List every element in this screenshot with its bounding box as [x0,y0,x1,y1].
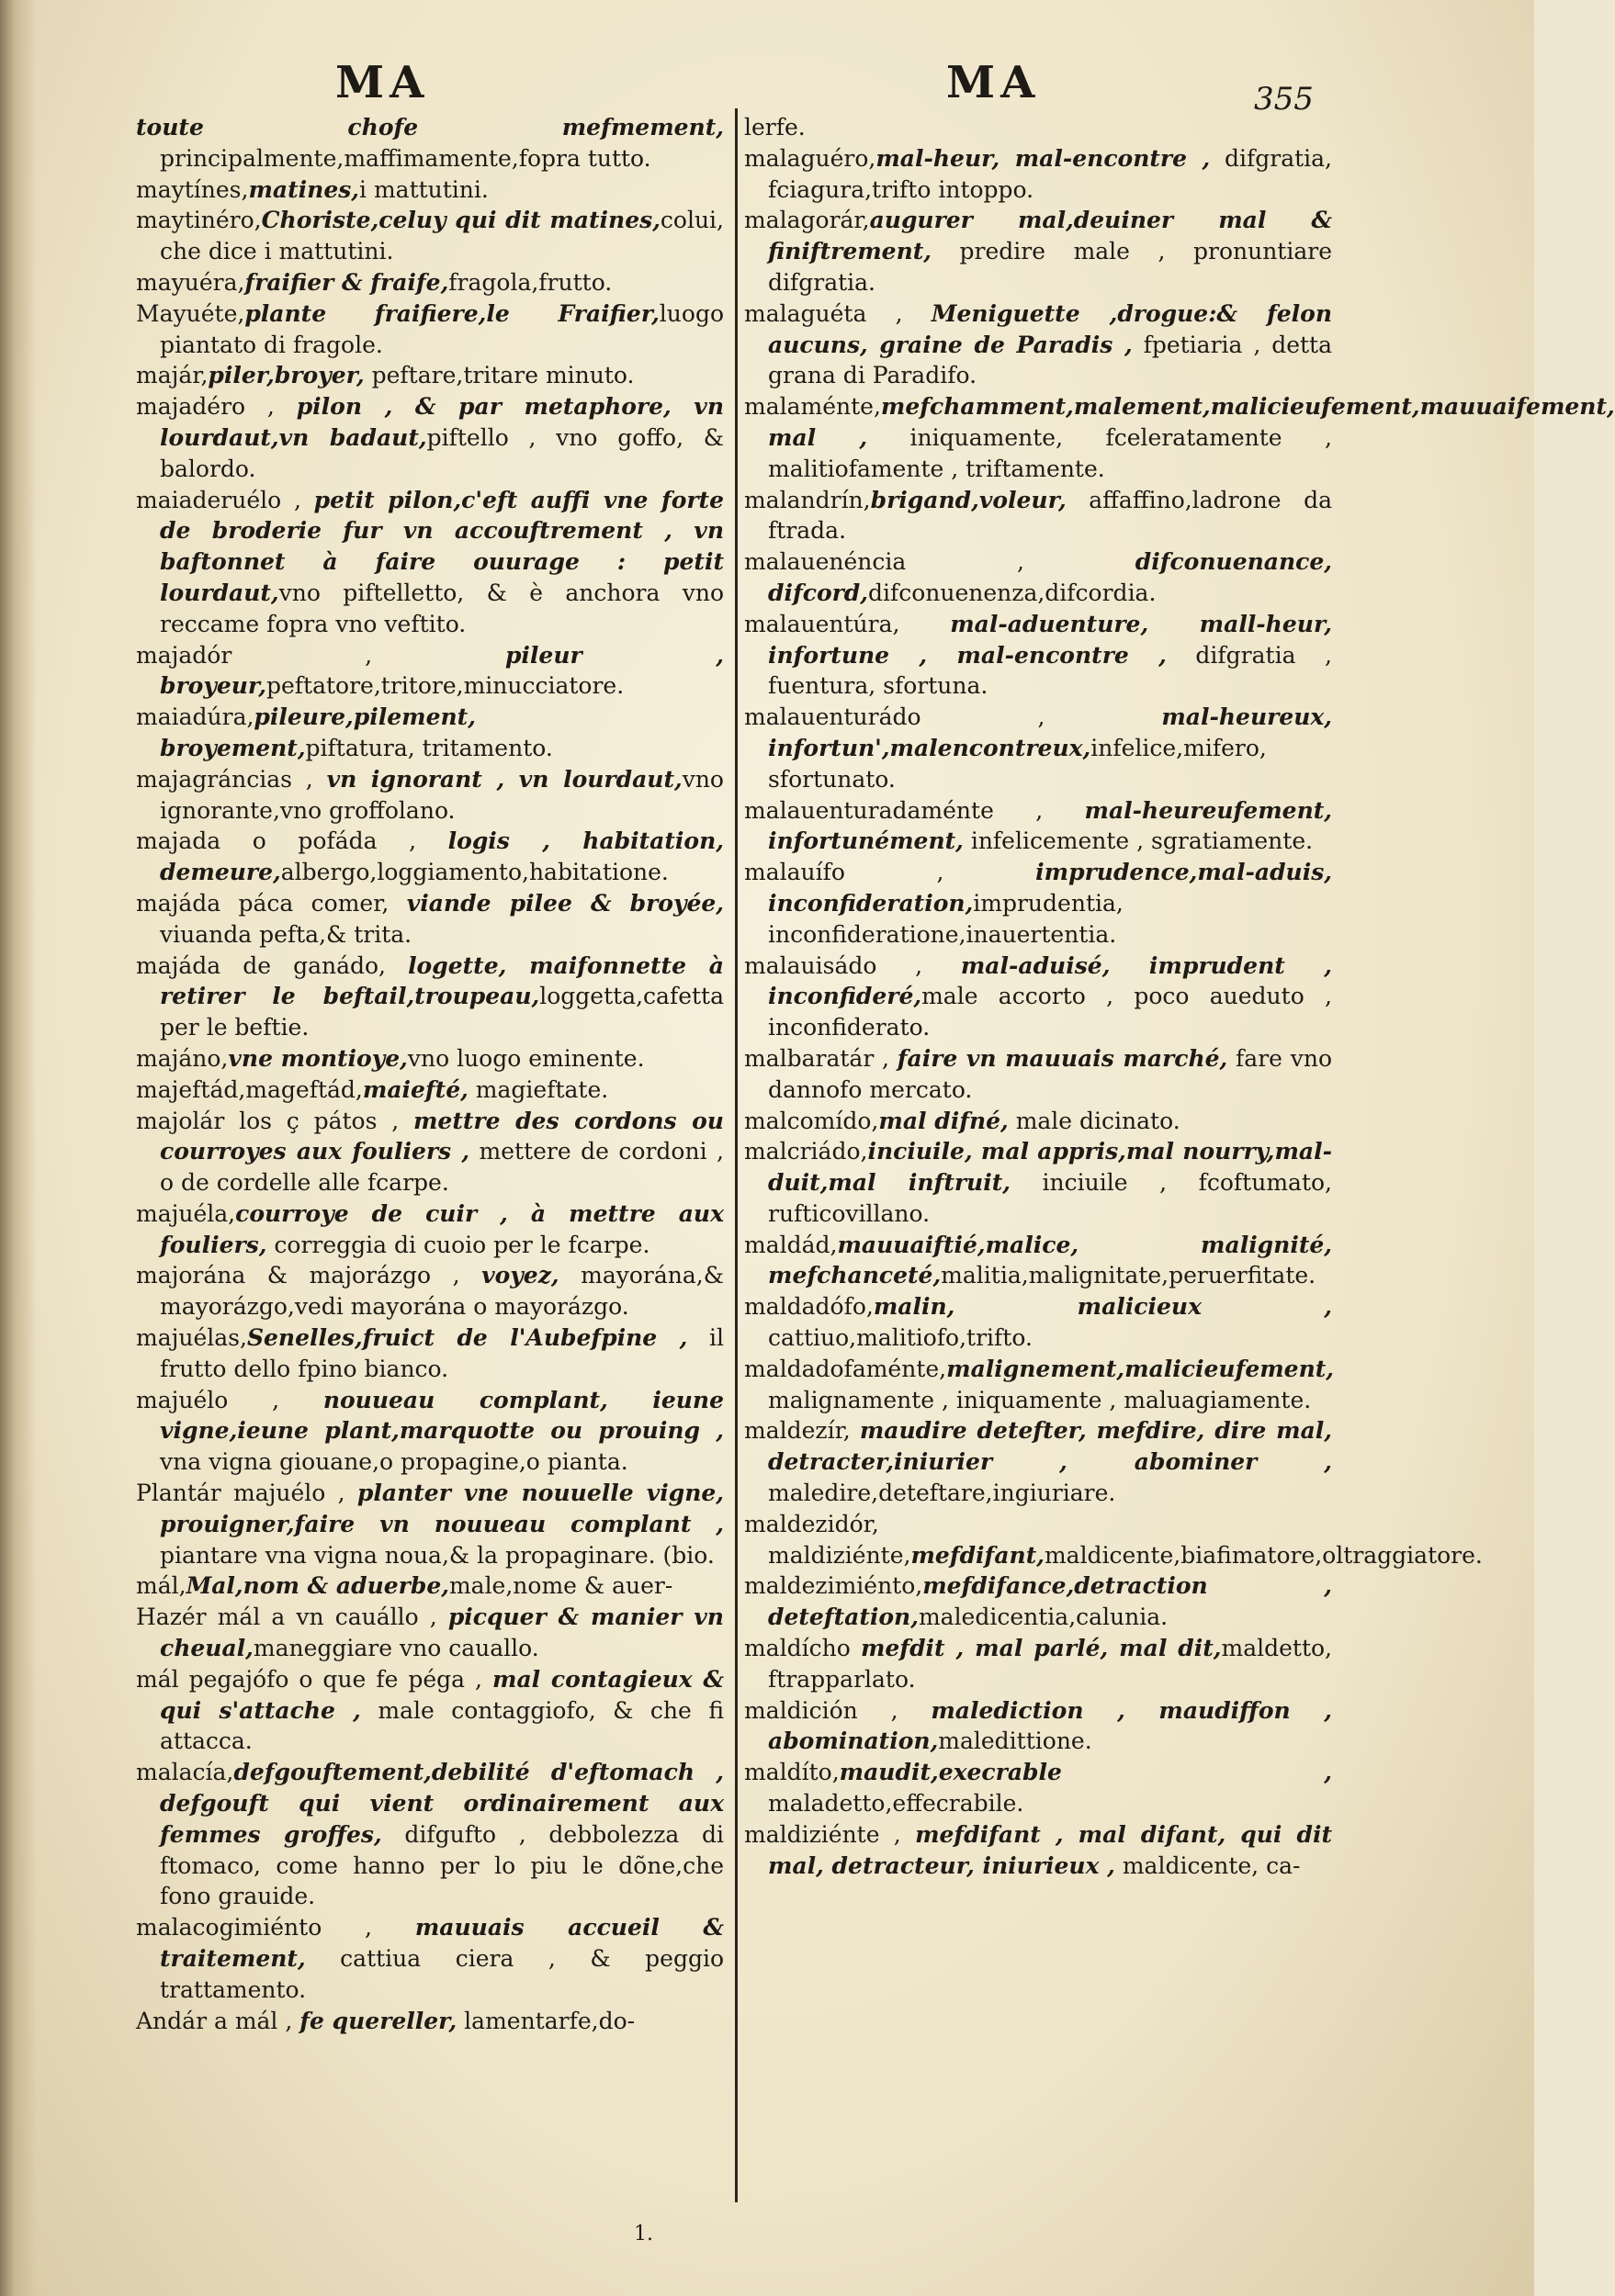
dictionary-entry [136,1570,724,1602]
headword: Hazér mál a vn cauállo , [136,1604,448,1631]
headword: malaguéro, [744,144,876,172]
italian-gloss: maldicente,biafimatore,oltraggiatore. [1044,1541,1483,1569]
italian-gloss: piftello , vno goffo, & balordo. [160,423,725,482]
dictionary-entry [136,1478,724,1570]
headword: malauífo , [744,859,1036,886]
french-gloss: pileure,pilement, broyement, [160,703,476,761]
french-gloss: inciuile, mal appris,mal nourry,mal-duit,mal inftruit, [768,1138,1332,1197]
headword: maldíto, [744,1759,840,1786]
headword: malbaratár , [744,1044,898,1072]
italian-gloss: magieftate. [468,1075,609,1103]
dictionary-entry [136,174,724,206]
french-gloss: difconuenance, difcord, [768,548,1332,606]
italian-gloss: fpetiaria , detta grana di Paradifo. [768,331,1332,389]
french-gloss: Mal,nom & aduerbe, [186,1572,449,1600]
headword: malauisádo , [744,951,961,979]
italian-gloss: vno luogo eminente. [407,1044,645,1072]
dictionary-entry [136,640,724,703]
italian-gloss: mayorána,& mayorázgo,vedi mayorána o mayorázgo. [160,1262,724,1321]
italian-gloss: lamentarfe,do- [457,2007,636,2034]
dictionary-entry [136,1664,724,1757]
italian-gloss: male accorto , poco aueduto , inconfiderato. [768,983,1332,1041]
headword: maytínes, [136,175,249,203]
headword: maldezimiénto, [744,1572,923,1600]
french-gloss: defgouftement,debilité d'eftomach , defgouft qui vient ordinairement aux femmes groffes, [160,1759,724,1848]
french-gloss: mefchamment,malement,malicieufement,mauuaifement, mal , [768,393,1615,451]
dictionary-entry [136,360,724,391]
headword: maldadófo, [744,1293,874,1321]
dictionary-entry [744,1043,1332,1106]
italian-gloss: difgufto , debbolezza di ftomaco, come hanno per lo piu le dõne,che fono grauide. [160,1820,724,1910]
french-gloss: Senelles,fruict de l'Aubefpine , [246,1324,688,1352]
italian-gloss: cattiuo,malitiofo,trifto. [768,1324,1033,1352]
italian-gloss: malignamente , iniquamente , maluagiamente. [768,1386,1312,1413]
headword: maldición , [744,1696,932,1724]
headword: malacogimiénto , [136,1914,415,1941]
headword: malaménte, [744,393,881,421]
italian-gloss: loggetta,cafetta per le beftie. [160,983,724,1041]
italian-gloss: vno ignorante,vno groffolano. [160,765,724,824]
headword: maldezír, [744,1417,860,1445]
italian-gloss: inciuile , fcoftumato, rufticovillano. [768,1169,1332,1227]
italian-gloss: male dicinato. [1008,1107,1180,1134]
dictionary-entry [136,1075,724,1106]
italian-gloss: infelice,mifero, sfortunato. [768,734,1267,793]
dictionary-entry [744,1757,1332,1819]
dictionary-entry [744,1415,1332,1508]
french-gloss: Meniguette ,drogue:& felon aucuns, graine de Paradis , [768,299,1333,358]
italian-gloss: affaffino,ladrone da ftrada. [768,486,1332,545]
french-gloss: piler,broyer, [208,362,365,389]
italian-gloss: mettere de cordoni , o de cordelle alle fcarpe. [160,1138,724,1197]
dictionary-entry [744,205,1332,298]
italian-gloss: maldetto, ftrapparlato. [768,1635,1332,1693]
dictionary-entry [136,298,724,361]
italian-gloss: peftatore,tritore,minucciatore. [266,672,625,700]
headword: majáno, [136,1044,229,1072]
headword: malagorár, [744,207,870,234]
running-head-right: MA [946,57,1041,108]
headword: malauenturadaménte , [744,796,1085,824]
headword: majadór , [136,641,505,669]
headword: maldadofaménte, [744,1355,947,1382]
italian-gloss: maldicente, ca- [1114,1851,1301,1879]
left-column [136,112,724,2036]
italian-gloss: maledittione. [938,1728,1092,1755]
headword: malandrín, [744,486,871,513]
dictionary-entry [136,391,724,484]
bottom-mark: 1. [634,2223,653,2245]
italian-gloss: difgratia , fuentura, sfortuna. [768,641,1333,700]
italian-gloss: fragola,frutto. [448,268,613,296]
french-gloss: fe quereller, [299,2007,457,2034]
headword: mál, [136,1572,186,1600]
dictionary-entry [744,298,1332,391]
french-gloss: pileur , broyeur, [160,641,724,700]
headword: mayuéra, [136,268,245,296]
italian-gloss: maneggiare vno cauallo. [253,1635,539,1662]
italian-gloss: viuanda pefta,& trita. [160,920,412,948]
french-gloss: vne montioye, [228,1044,408,1072]
dictionary-entry [136,2006,724,2037]
italian-gloss: infelicemente , sgratiamente. [963,827,1314,855]
french-gloss: mefdit , mal parlé, mal dit, [860,1635,1222,1662]
french-gloss: picquer & manier vn cheual, [160,1604,724,1662]
italian-gloss: vno piftelletto, & è anchora vno reccame fopra vno veftito. [160,579,724,637]
dictionary-entry [136,702,724,764]
dictionary-entry [136,1043,724,1075]
headword: maytinéro, [136,207,262,234]
headword: malauentúra, [744,610,951,637]
french-gloss: matines, [248,175,360,203]
french-gloss: nouueau complant, ieune vigne,ieune plant,marquotte ou prouing , [160,1386,724,1445]
french-gloss: courroye de cuir , à mettre aux fouliers, [160,1199,724,1258]
french-gloss: logis , habitation, demeure, [160,827,724,886]
headword: maldezidór, maldiziénte, [744,1510,911,1569]
dictionary-entry [744,391,1615,484]
dictionary-entry [744,951,1332,1043]
french-gloss: malignement,malicieufement, [946,1355,1335,1382]
headword: malcomído, [744,1107,879,1134]
dictionary-entry [744,1695,1332,1758]
dictionary-entry [744,112,1332,143]
dictionary-entry [744,1570,1332,1633]
french-gloss: faire vn mauuais marché, [897,1044,1228,1072]
italian-gloss: lerfe. [744,114,806,141]
dictionary-entry [136,951,724,1043]
italian-gloss: iniquamente, fceleratamente , malitiofamente , triftamente. [768,423,1332,482]
french-gloss: mefdifance,detraction , deteftation, [768,1572,1332,1631]
french-gloss: pilon , & par metaphore, vn lourdaut,vn badaut, [160,393,724,451]
dictionary-entry [744,485,1332,547]
dictionary-entry [744,795,1332,858]
headword: majáda de ganádo, [136,951,409,979]
headword: majuélas, [136,1324,247,1352]
dictionary-entry [136,1385,724,1478]
french-gloss: toute chofe mefmement, [136,114,724,141]
french-gloss: mal difné, [878,1107,1009,1134]
french-gloss: Choriste,celuy qui dit matines, [261,207,661,234]
dictionary-entry [744,702,1332,794]
headword: maiaderuélo , [136,486,314,513]
italian-gloss: luogo piantato di fragole. [160,299,724,358]
italian-gloss: vna vigna giouane,o propagine,o pianta. [160,1448,628,1476]
french-gloss: maudire detefter, mefdire, dire mal, detracter,iniurier , abominer , [768,1417,1332,1476]
headword: Andár a mál , [136,2007,300,2034]
italian-gloss: maladetto,effecrabile. [768,1790,1024,1818]
dictionary-entry [136,764,724,827]
headword: majuélo , [136,1386,323,1413]
french-gloss: mauuais accueil & traitement, [160,1914,724,1973]
headword: majadéro , [136,393,297,421]
french-gloss: mefdifant , mal difant, qui dit mal, detracteur, iniurieux , [768,1820,1332,1879]
dictionary-entry [136,1602,724,1664]
italian-gloss: correggia di cuoio per le fcarpe. [266,1231,650,1258]
french-gloss: mal-heur, mal-encontre , [875,144,1211,172]
french-gloss: imprudence,mal-aduis, inconfideration, [768,859,1332,917]
french-gloss: mal-aduenture, mall-heur, infortune , mal-encontre , [768,610,1332,669]
headword: majeftád,mageftád, [136,1075,363,1103]
italian-gloss: male contaggiofo, & che fi attacca. [160,1696,724,1755]
headword: maiadúra, [136,703,254,731]
dictionary-entry [744,1136,1332,1229]
dictionary-entry [136,1912,724,2005]
headword: majolár los ç pátos , [136,1107,413,1134]
italian-gloss: maledicentia,calunia. [918,1604,1169,1631]
headword: majagráncias , [136,765,327,793]
italian-gloss: imprudentia, inconfideratione,inauertentia. [768,889,1124,948]
headword: malacía, [136,1759,234,1786]
french-gloss: mal-heureufement, infortunément, [768,796,1332,855]
italian-gloss: predire male , pronuntiare difgratia. [768,238,1332,296]
italian-gloss: difgratia, fciagura,trifto intoppo. [768,144,1332,203]
french-gloss: voyez, [481,1262,559,1289]
french-gloss: malediction , maudiffon , abomination, [768,1696,1332,1755]
italian-gloss: piantare vna vigna noua,& la propaginare. (bio. [160,1541,715,1569]
french-gloss: plante fraifiere,le Fraifier, [244,299,660,327]
headword: malcriádo, [744,1138,868,1165]
french-gloss: mauuaiftié,malice, malignité, mefchanceté, [768,1231,1332,1289]
headword: maldád, [744,1231,838,1258]
italian-gloss: fare vno dannofo mercato. [768,1044,1332,1103]
dictionary-entry [136,1260,724,1322]
italian-gloss: piftatura, tritamento. [305,734,553,761]
dictionary-entry [744,1633,1332,1695]
french-gloss: vn ignorant , vn lourdaut, [326,765,683,793]
italian-gloss: maledire,deteftare,ingiuriare. [768,1480,1116,1507]
headword: Mayuéte, [136,299,245,327]
italian-gloss: peftare,tritare minuto. [364,362,635,389]
dictionary-entry [744,1819,1332,1882]
french-gloss: mal-aduisé, imprudent , inconfideré, [768,951,1332,1010]
running-head-left: MA [335,57,430,108]
headword: malauenturádo , [744,703,1162,731]
dictionary-entry [744,1230,1332,1292]
headword: majada o pofáda , [136,827,448,855]
dictionary-entry [136,112,724,174]
dictionary-entry [744,1291,1332,1354]
french-gloss: mal-heureux, infortun',malencontreux, [768,703,1332,761]
italian-gloss: male,nome & auer- [448,1572,673,1600]
dictionary-entry [744,546,1332,609]
french-gloss: mettre des cordons ou courroyes aux fouliers , [160,1107,724,1165]
dictionary-entry [136,485,724,640]
french-gloss: mal contagieux & qui s'attache , [160,1665,724,1724]
headword: maldícho [744,1635,861,1662]
dictionary-entry [136,267,724,298]
italian-gloss: il frutto dello fpino bianco. [160,1324,724,1382]
french-gloss: fraifier & fraife, [244,268,449,296]
headword: malaguéta , [744,299,932,327]
dictionary-entry [136,1106,724,1199]
french-gloss: mefdifant, [910,1541,1045,1569]
headword: majuéla, [136,1199,236,1227]
french-gloss: planter vne nouuelle vigne, prouigner,faire vn nouueau complant , [160,1480,724,1537]
dictionary-entry [136,888,724,951]
french-gloss: petit pilon,c'eft auffi vne forte de broderie fur vn accouftrement , vn baftonnet à faire ouurage : petit lourdaut, [160,486,724,606]
italian-gloss: principalmente,maffimamente,fopra tutto. [160,144,651,172]
italian-gloss: difconuenenza,difcordia. [867,579,1157,606]
headword: mál pegajófo o que fe péga , [136,1665,492,1693]
italian-gloss: colui, che dice i mattutini. [160,207,724,265]
dictionary-entry [744,143,1332,206]
italian-gloss: malitia,malignitate,peruerfitate. [941,1262,1316,1289]
dictionary-entry [744,609,1332,702]
french-gloss: malin, malicieux , [873,1293,1332,1321]
dictionary-entry [136,826,724,888]
column-divider [735,108,738,2202]
right-column [744,112,1615,1881]
italian-gloss: cattiua ciera , & peggio trattamento. [160,1945,724,2003]
italian-gloss: i mattutini. [359,175,489,203]
dictionary-entry [744,1354,1335,1416]
dictionary-entry [136,205,724,267]
dictionary-entry [136,1757,724,1912]
headword: majáda páca comer, [136,889,407,917]
french-gloss: brigand,voleur, [870,486,1067,513]
spine-shadow [0,0,37,2296]
dictionary-entry [744,1106,1332,1137]
headword: majorána & majorázgo , [136,1262,482,1289]
headword: Plantár majuélo , [136,1480,357,1507]
page-number: 355 [1254,81,1314,118]
french-gloss: maudit,execrable , [839,1759,1332,1786]
dictionary-entry [744,857,1332,950]
french-gloss: augurer mal,deuiner mal & finiftrement, [768,207,1332,265]
headword: majár, [136,362,209,389]
dictionary-entry [136,1322,724,1385]
headword: malauenéncia , [744,548,1135,576]
french-gloss: logette, maifonnette à retirer le beftail,troupeau, [160,951,724,1010]
dictionary-entry [136,1199,724,1261]
french-gloss: viande pilee & broyée, [406,889,724,917]
french-gloss: maiefté, [362,1075,469,1103]
italian-gloss: albergo,loggiamento,habitatione. [280,859,669,886]
dictionary-entry [744,1509,1483,1571]
headword: maldiziénte , [744,1820,916,1848]
